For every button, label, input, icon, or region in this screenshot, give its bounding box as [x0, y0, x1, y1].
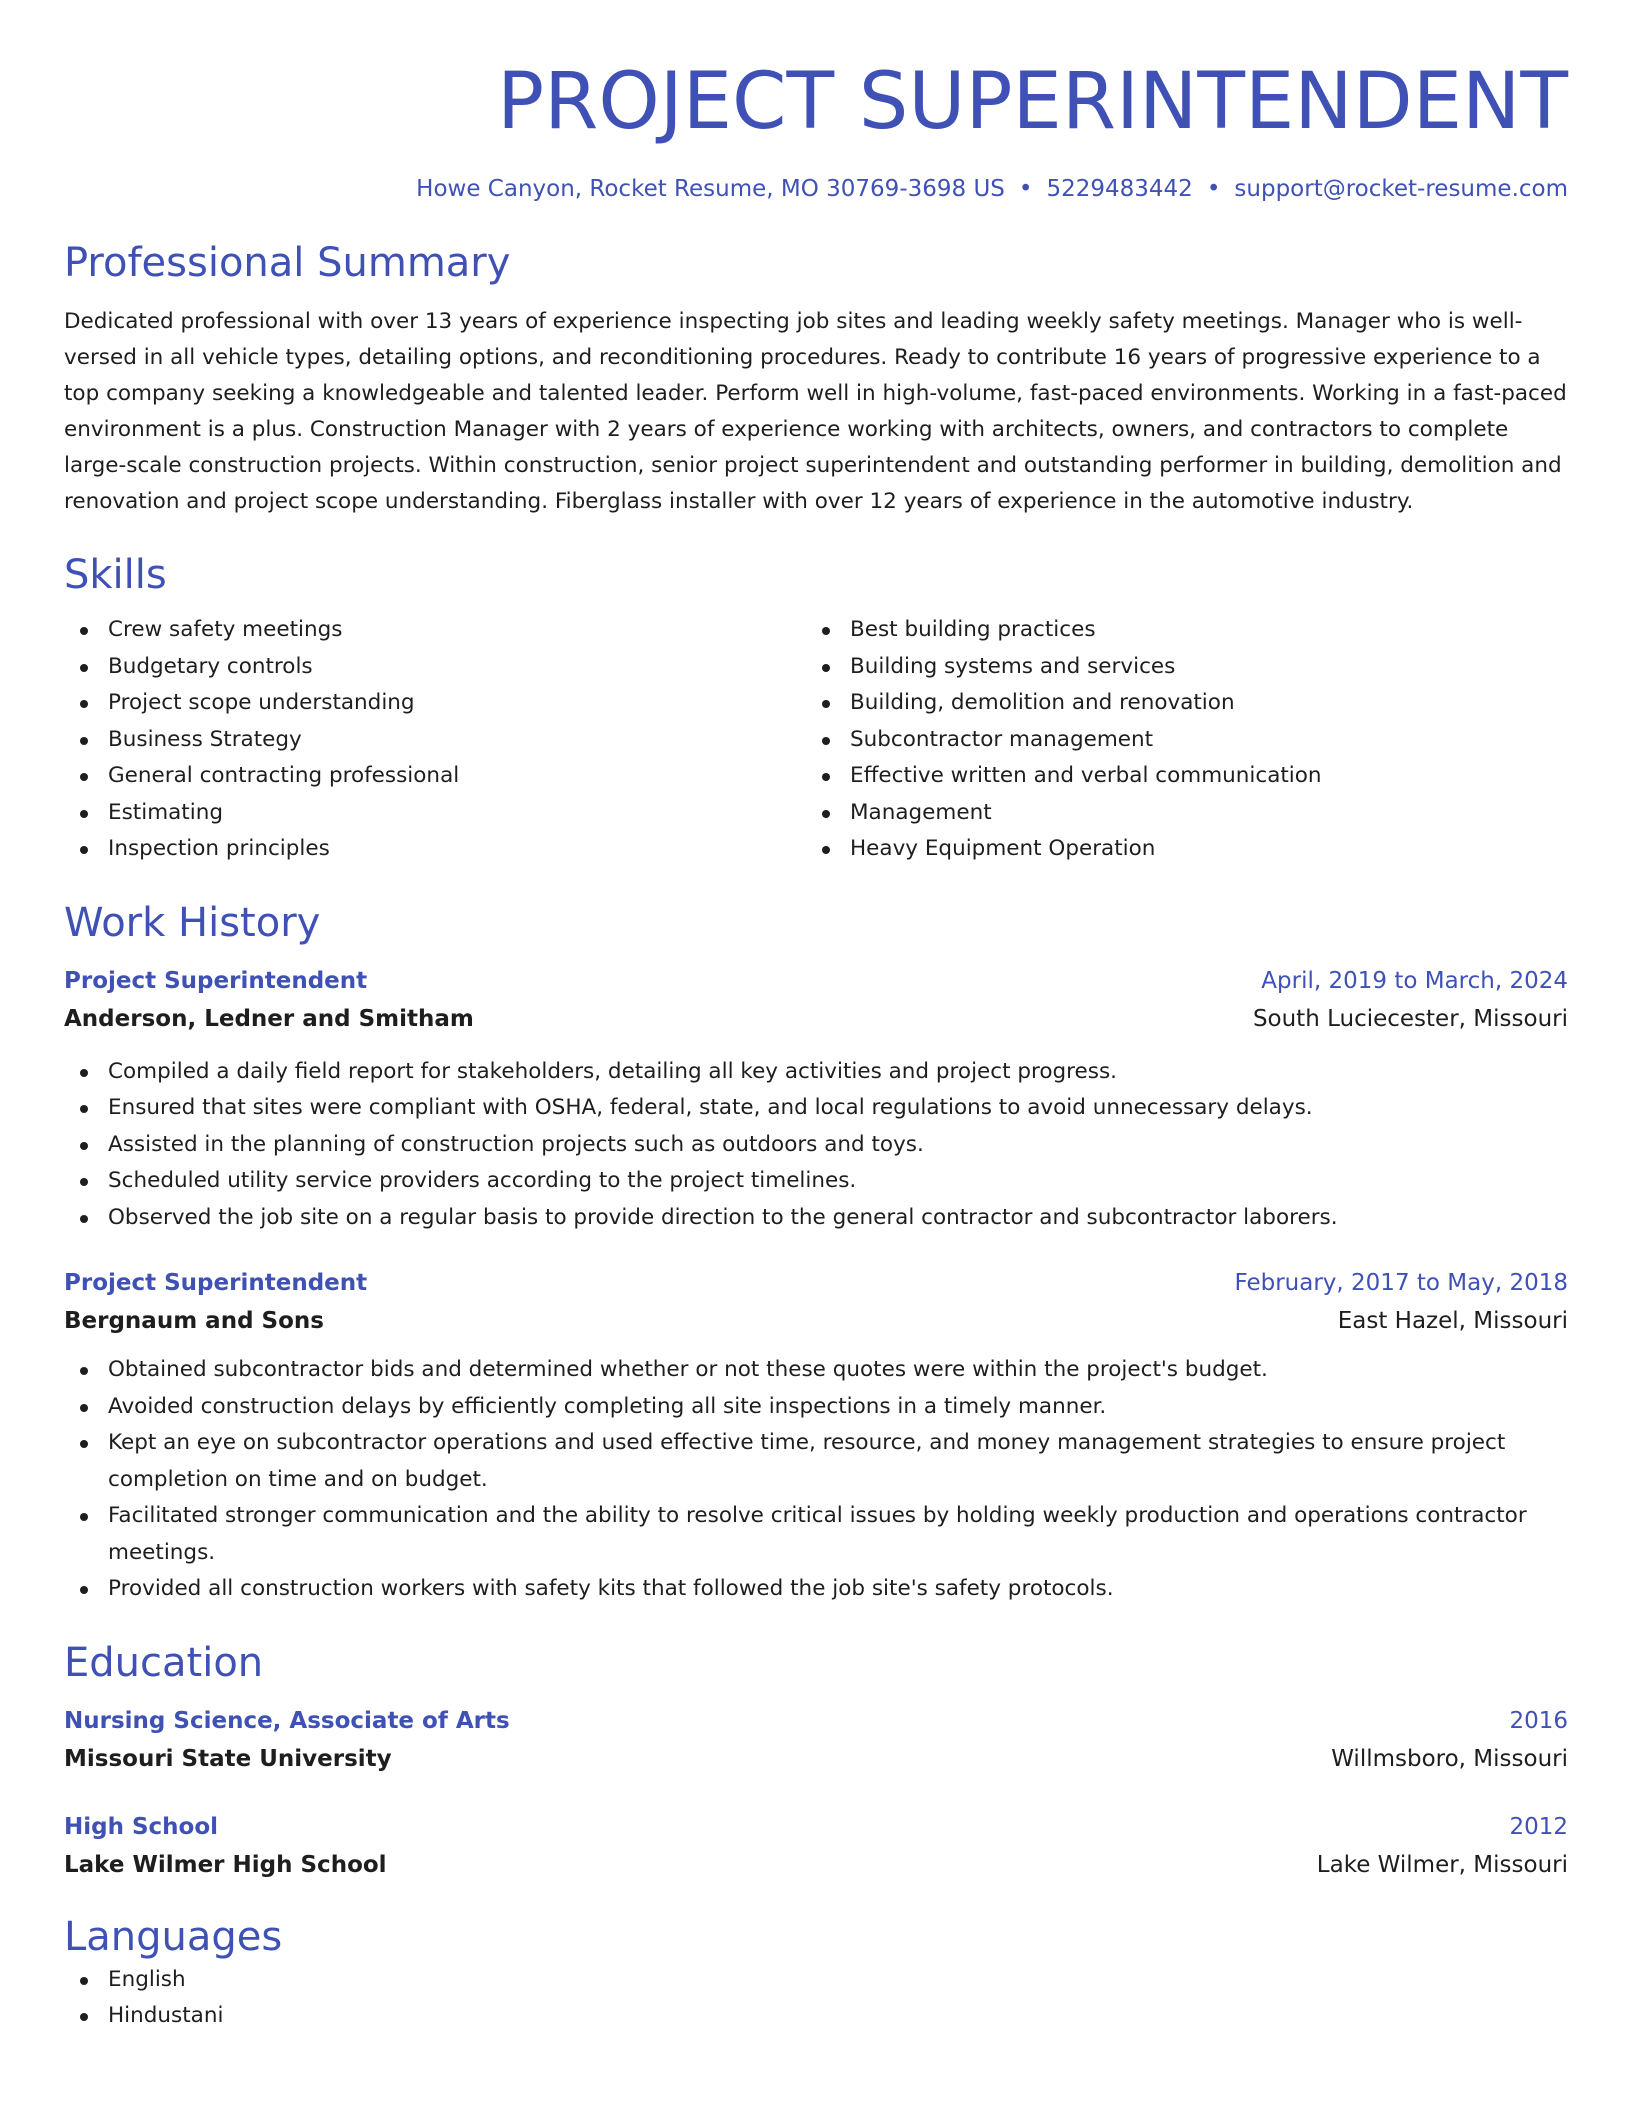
job-bullet: Assisted in the planning of construction projects such as outdoors and toys.: [64, 1127, 1568, 1164]
skills-column-left: [64, 612, 806, 868]
languages-list: [64, 1962, 1568, 2035]
job-dates: April, 2019 to March, 2024: [1261, 967, 1568, 994]
contact-line: [64, 172, 1568, 206]
skill-item: Management: [806, 795, 1548, 832]
summary-heading: Professional Summary: [64, 240, 511, 286]
work-entry: [64, 962, 1568, 1237]
contact-separator: •: [1018, 176, 1033, 202]
job-dates: February, 2017 to May, 2018: [1234, 1270, 1568, 1296]
skill-item: Business Strategy: [64, 722, 806, 759]
work-history-heading: Work History: [64, 899, 321, 946]
language-item: English: [64, 1962, 1568, 1999]
skill-item: Effective written and verbal communication: [806, 758, 1548, 795]
degree: Nursing Science, Associate of Arts: [64, 1707, 510, 1734]
education-entry-header: [64, 1808, 1568, 1846]
job-bullet: Provided all construction workers with safety kits that followed the job site's safety protocols.: [64, 1571, 1568, 1608]
skills-list: [64, 612, 1568, 868]
skill-item: Crew safety meetings: [64, 612, 806, 649]
education-heading: Education: [64, 1639, 264, 1686]
work-entry: [64, 1264, 1568, 1608]
language-item: Hindustani: [64, 1998, 1568, 2035]
contact-email: support@rocket-resume.com: [1234, 176, 1568, 202]
education-entry-subheader: [64, 1846, 1568, 1884]
contact-address: Howe Canyon, Rocket Resume, MO 30769-3698 US: [416, 176, 1005, 202]
degree: High School: [64, 1813, 219, 1840]
contact-separator: •: [1206, 176, 1221, 202]
job-location: East Hazel, Missouri: [1337, 1308, 1568, 1334]
summary-text: Dedicated professional with over 13 years of experience inspecting job sites and leading weekly safety meetings. Manager who is well-versed in all vehicle types, detailing options, and reconditioning procedures. Ready to contribute 16 years of progressive experience to a top company seeking a knowledgeable and talented leader. Perform well in high-volume, fast-paced environments. Working in a fast-paced environment is a plus. Construction Manager with 2 years of experience working with architects, owners, and contractors to complete large-scale construction projects. Within construction, senior project superintendent and outstanding performer in building, demolition and renovation and project scope understanding. Fiberglass installer with over 12 years of experience in the automotive industry.: [64, 309, 1567, 514]
skill-item: Inspection principles: [64, 831, 806, 868]
job-bullet: Compiled a daily field report for stakeholders, detailing all key activities and project progress.: [64, 1054, 1568, 1091]
skill-item: Best building practices: [806, 612, 1548, 649]
education-entry: [64, 1808, 1568, 1884]
resume-name: PROJECT SUPERINTENDENT: [497, 57, 1568, 147]
education-entry-subheader: [64, 1740, 1568, 1778]
job-location: South Luciecester, Missouri: [1252, 1005, 1568, 1032]
job-bullet: Observed the job site on a regular basis to provide direction to the general contractor and subcontractor laborers.: [64, 1200, 1568, 1237]
job-bullets: [64, 1352, 1568, 1608]
skill-item: Building, demolition and renovation: [806, 685, 1548, 722]
graduation-year: 2016: [1509, 1707, 1568, 1734]
job-bullet: Ensured that sites were compliant with OSHA, federal, state, and local regulations to avoid unnecessary delays.: [64, 1090, 1568, 1127]
resume-page: [64, 0, 1568, 2035]
job-title: Project Superintendent: [64, 967, 368, 994]
job-company: Anderson, Ledner and Smitham: [64, 1005, 474, 1032]
work-entry-header: [64, 1264, 1568, 1302]
job-title: Project Superintendent: [64, 1270, 368, 1296]
job-bullet: Kept an eye on subcontractor operations and used effective time, resource, and money management strategies to ensure project completion on time and on budget.: [64, 1425, 1568, 1498]
education-entry: [64, 1702, 1568, 1778]
education-entry-header: [64, 1702, 1568, 1740]
job-bullets: [64, 1054, 1568, 1237]
languages-heading: Languages: [64, 1913, 283, 1960]
contact-phone: 5229483442: [1046, 176, 1193, 202]
job-bullet: Avoided construction delays by efficiently completing all site inspections in a timely manner.: [64, 1389, 1568, 1426]
school-location: Lake Wilmer, Missouri: [1316, 1851, 1568, 1878]
job-bullet: Obtained subcontractor bids and determined whether or not these quotes were within the project's budget.: [64, 1352, 1568, 1389]
school-name: Lake Wilmer High School: [64, 1851, 387, 1878]
skill-item: Estimating: [64, 795, 806, 832]
skills-column-right: [806, 612, 1548, 868]
school-location: Willmsboro, Missouri: [1331, 1745, 1568, 1772]
skill-item: Project scope understanding: [64, 685, 806, 722]
skill-item: Building systems and services: [806, 649, 1548, 686]
skill-item: Subcontractor management: [806, 722, 1548, 759]
job-bullet: Scheduled utility service providers according to the project timelines.: [64, 1163, 1568, 1200]
job-bullet: Facilitated stronger communication and the ability to resolve critical issues by holding weekly production and operations contractor meetings.: [64, 1498, 1568, 1571]
skill-item: Heavy Equipment Operation: [806, 831, 1548, 868]
skills-heading: Skills: [64, 552, 167, 598]
work-entry-subheader: [64, 1302, 1568, 1340]
school-name: Missouri State University: [64, 1745, 392, 1772]
graduation-year: 2012: [1509, 1813, 1568, 1840]
job-company: Bergnaum and Sons: [64, 1308, 324, 1334]
skill-item: General contracting professional: [64, 758, 806, 795]
work-entry-header: [64, 962, 1568, 1000]
work-entry-subheader: [64, 1000, 1568, 1038]
skill-item: Budgetary controls: [64, 649, 806, 686]
